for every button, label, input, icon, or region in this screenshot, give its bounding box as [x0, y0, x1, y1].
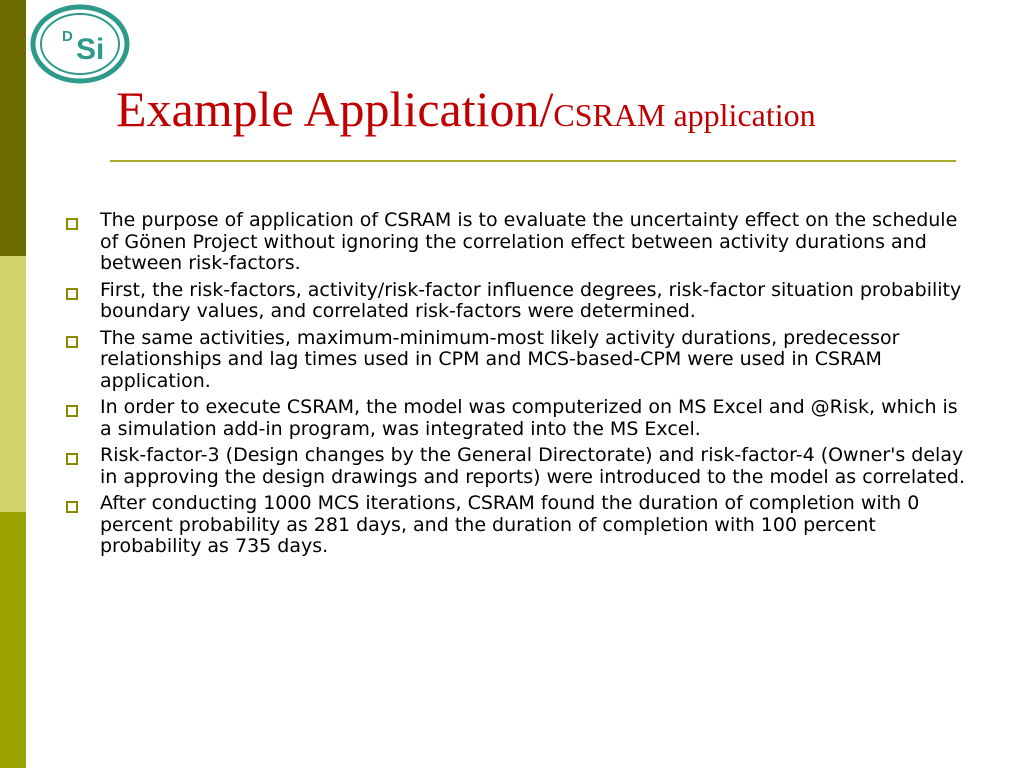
logo-letter-d: D [62, 28, 73, 45]
title-divider [110, 160, 956, 162]
bullet-item [66, 397, 966, 440]
bullet-text: The purpose of application of CSRAM is to evaluate the uncertainty effect on the schedule of Gönen Project without ignoring the correlation effect between activity durations and between risk-factors. [100, 209, 958, 274]
bullet-text: First, the risk-factors, activity/risk-factor influence degrees, risk-factor situation probability boundary values, and correlated risk-factors were determined. [100, 278, 962, 322]
side-bar-dark [0, 0, 26, 256]
title-main: Example Application/ [116, 81, 554, 137]
bullet-item [66, 280, 966, 323]
bullet-item [66, 210, 966, 275]
bullet-item [66, 445, 966, 488]
logo-letters-si: Si [76, 33, 105, 66]
square-bullet-icon [66, 336, 78, 348]
square-bullet-icon [66, 288, 78, 300]
square-bullet-icon [66, 501, 78, 513]
page-title [116, 81, 996, 137]
bullet-text: Risk-factor-3 (Design changes by the General Directorate) and risk-factor-4 (Owner's delay in approving the design drawings and reports) were introduced to the model as correlated. [100, 444, 966, 488]
bullet-item [66, 328, 966, 393]
square-bullet-icon [66, 453, 78, 465]
title-sub: CSRAM application [553, 97, 816, 133]
bullet-item [66, 493, 966, 558]
square-bullet-icon [66, 405, 78, 417]
bullet-text: The same activities, maximum-minimum-most likely activity durations, predecessor relationships and lag times used in CPM and MCS-based-CPM were used in CSRAM application. [100, 326, 900, 392]
bullet-text: In order to execute CSRAM, the model was computerized on MS Excel and @Risk, which is a simulation add-in program, was integrated into the MS Excel. [100, 396, 958, 440]
side-bar-mid [0, 512, 26, 768]
square-bullet-icon [66, 218, 78, 230]
bullet-list [66, 210, 966, 563]
dsi-logo [30, 4, 130, 84]
bullet-text: After conducting 1000 MCS iterations, CSRAM found the duration of completion with 0 percent probability as 281 days, and the duration of completion with 100 percent probability as 735 days. [100, 492, 920, 557]
side-bar-light [0, 256, 26, 512]
